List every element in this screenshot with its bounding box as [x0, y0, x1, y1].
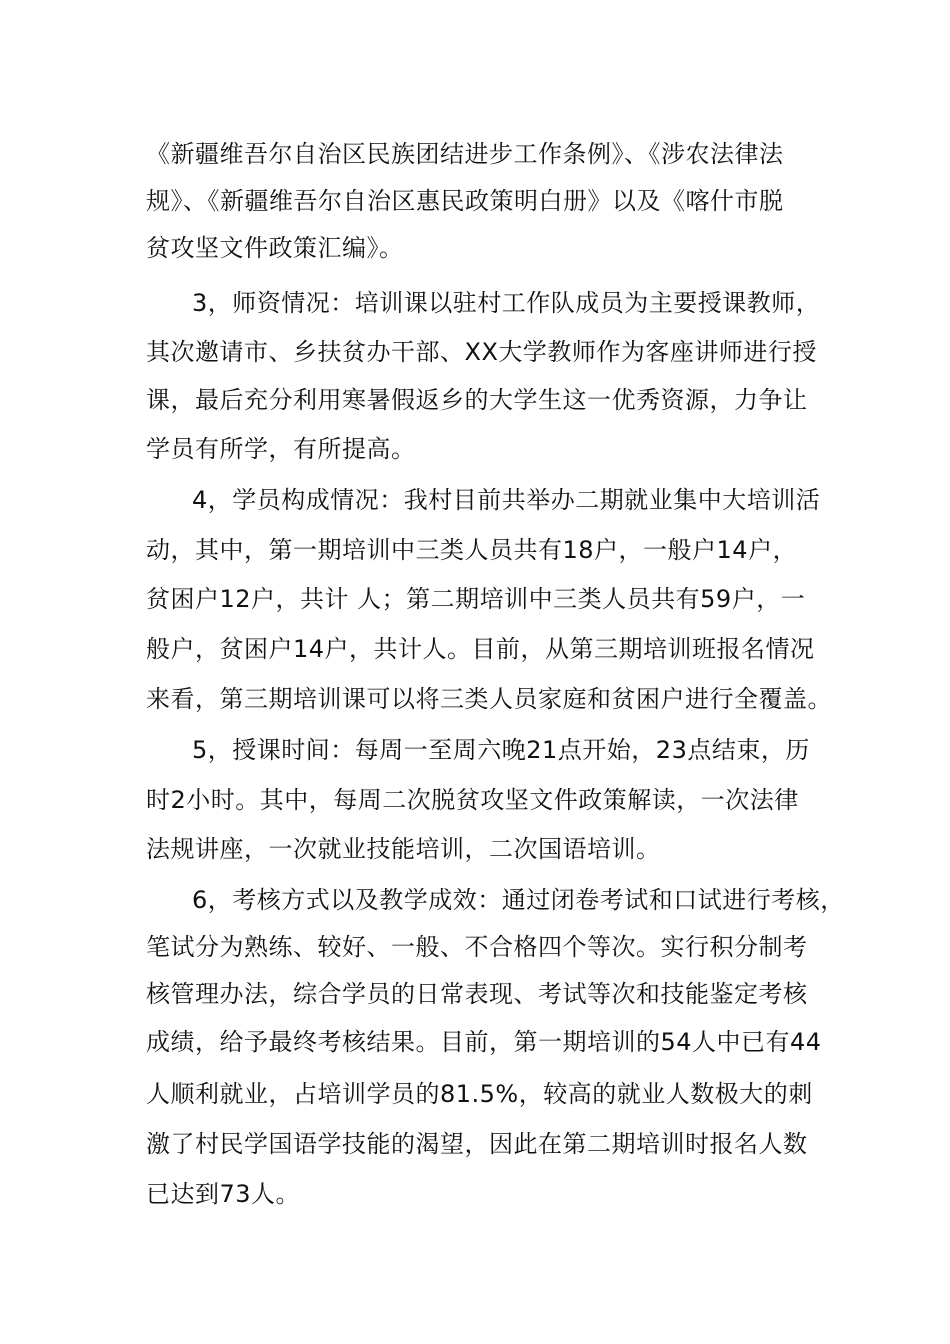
text-line-10: 贫困户12户，共计 人；第二期培训中三类人员共有59户，一: [146, 585, 806, 613]
text-line-12: 来看，第三期培训课可以将三类人员家庭和贫困户进行全覆盖。: [146, 685, 832, 713]
text-line-7: 学员有所学，有所提高。: [146, 435, 416, 463]
text-line-1: 《新疆维吾尔自治区民族团结进步工作条例》、《涉农法律法: [146, 140, 784, 168]
text-line-4: 3，师资情况：培训课以驻村工作队成员为主要授课教师，: [192, 289, 821, 317]
text-line-13: 5，授课时间：每周一至周六晚21点开始，23点结束，历: [192, 736, 810, 764]
text-line-17: 笔试分为熟练、较好、一般、不合格四个等次。实行积分制考: [146, 933, 808, 961]
text-line-19: 成绩，给予最终考核结果。目前，第一期培训的54人中已有44: [146, 1028, 822, 1056]
text-line-15: 法规讲座，一次就业技能培训，二次国语培训。: [146, 835, 661, 863]
text-line-9: 动，其中，第一期培训中三类人员共有18户，一般户14户，: [146, 536, 798, 564]
text-line-2: 规》、《新疆维吾尔自治区惠民政策明白册》以及《喀什市脱: [146, 187, 784, 215]
text-line-8: 4，学员构成情况：我村目前共举办二期就业集中大培训活: [192, 486, 821, 514]
text-line-14: 时2小时。其中，每周二次脱贫攻坚文件政策解读，一次法律: [146, 786, 799, 814]
text-line-21: 激了村民学国语学技能的渴望，因此在第二期培训时报名人数: [146, 1130, 808, 1158]
text-line-5: 其次邀请市、乡扶贫办干部、XX大学教师作为客座讲师进行授: [146, 338, 817, 366]
text-line-11: 般户，贫困户14户，共计人。目前，从第三期培训班报名情况: [146, 635, 815, 663]
text-line-6: 课，最后充分利用寒暑假返乡的大学生这一优秀资源，力争让: [146, 386, 808, 414]
text-line-3: 贫攻坚文件政策汇编》。: [146, 234, 404, 262]
text-line-22: 已达到73人。: [146, 1180, 301, 1208]
text-line-20: 人顺利就业，占培训学员的81.5%，较高的就业人数极大的刺: [146, 1080, 813, 1108]
text-line-16: 6，考核方式以及教学成效：通过闭卷考试和口试进行考核，: [192, 886, 845, 914]
text-line-18: 核管理办法，综合学员的日常表现、考试等次和技能鉴定考核: [146, 980, 808, 1008]
